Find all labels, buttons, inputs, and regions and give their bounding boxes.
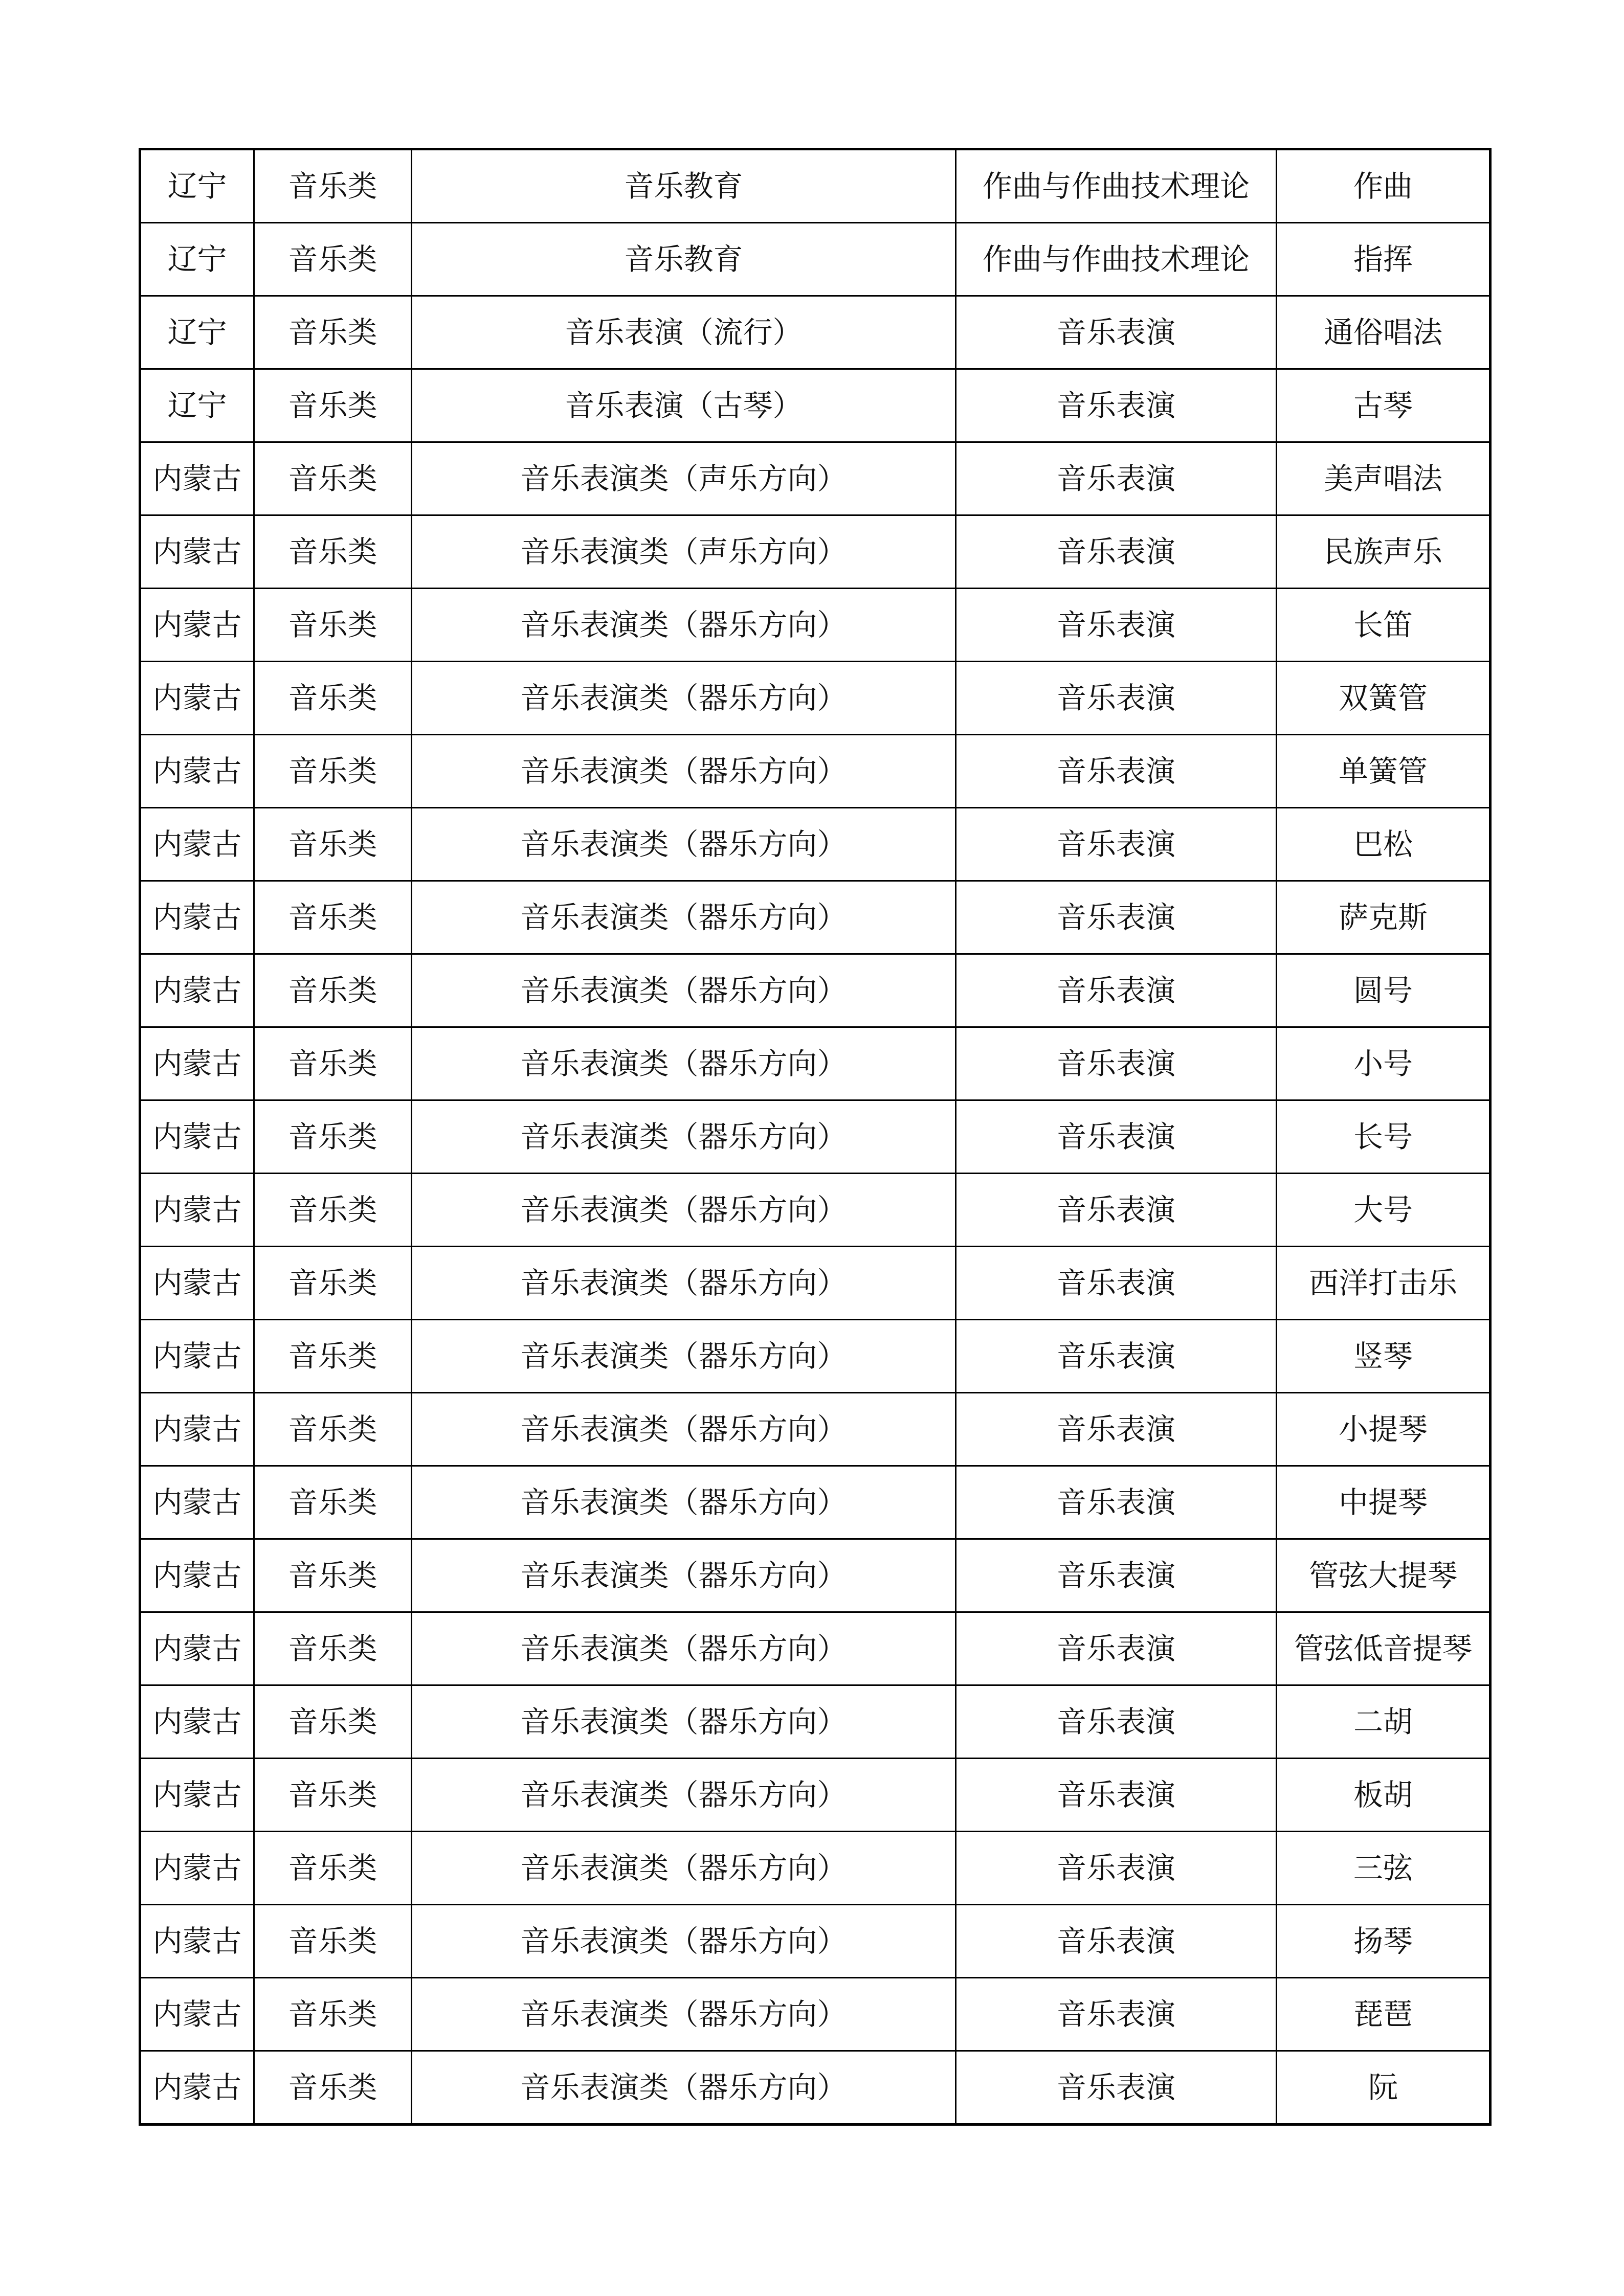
specialty-cell: 单簧管 xyxy=(1277,735,1490,808)
category-cell: 音乐类 xyxy=(254,369,412,442)
province-cell: 内蒙古 xyxy=(140,881,254,954)
province-cell: 辽宁 xyxy=(140,149,254,223)
category-cell: 音乐类 xyxy=(254,1100,412,1174)
program-cell: 音乐表演类（器乐方向） xyxy=(412,589,956,662)
major-cell: 音乐表演 xyxy=(956,1393,1277,1466)
admissions-table xyxy=(139,148,1492,2126)
province-cell: 内蒙古 xyxy=(140,1247,254,1320)
major-cell: 音乐表演 xyxy=(956,442,1277,515)
province-cell: 内蒙古 xyxy=(140,954,254,1027)
province-cell: 内蒙古 xyxy=(140,1685,254,1759)
major-cell: 音乐表演 xyxy=(956,1612,1277,1685)
program-cell: 音乐表演类（器乐方向） xyxy=(412,1466,956,1539)
major-cell: 音乐表演 xyxy=(956,1320,1277,1393)
specialty-cell: 古琴 xyxy=(1277,369,1490,442)
table-row xyxy=(140,1100,1490,1174)
program-cell: 音乐表演类（声乐方向） xyxy=(412,442,956,515)
province-cell: 辽宁 xyxy=(140,369,254,442)
specialty-cell: 琵琶 xyxy=(1277,1978,1490,2051)
table-row xyxy=(140,2051,1490,2125)
province-cell: 内蒙古 xyxy=(140,1100,254,1174)
specialty-cell: 竖琴 xyxy=(1277,1320,1490,1393)
specialty-cell: 小号 xyxy=(1277,1027,1490,1100)
specialty-cell: 美声唱法 xyxy=(1277,442,1490,515)
category-cell: 音乐类 xyxy=(254,442,412,515)
major-cell: 音乐表演 xyxy=(956,954,1277,1027)
table-row xyxy=(140,1539,1490,1612)
specialty-cell: 西洋打击乐 xyxy=(1277,1247,1490,1320)
table-row xyxy=(140,1247,1490,1320)
table-row xyxy=(140,223,1490,296)
province-cell: 内蒙古 xyxy=(140,515,254,589)
province-cell: 内蒙古 xyxy=(140,1393,254,1466)
program-cell: 音乐表演类（器乐方向） xyxy=(412,1320,956,1393)
specialty-cell: 通俗唱法 xyxy=(1277,296,1490,369)
province-cell: 内蒙古 xyxy=(140,1174,254,1247)
table-row xyxy=(140,1832,1490,1905)
specialty-cell: 指挥 xyxy=(1277,223,1490,296)
category-cell: 音乐类 xyxy=(254,1685,412,1759)
table-row xyxy=(140,808,1490,881)
category-cell: 音乐类 xyxy=(254,296,412,369)
major-cell: 作曲与作曲技术理论 xyxy=(956,223,1277,296)
specialty-cell: 管弦大提琴 xyxy=(1277,1539,1490,1612)
province-cell: 内蒙古 xyxy=(140,1539,254,1612)
table-row xyxy=(140,1612,1490,1685)
table-body xyxy=(140,149,1490,2125)
major-cell: 作曲与作曲技术理论 xyxy=(956,149,1277,223)
province-cell: 内蒙古 xyxy=(140,1612,254,1685)
program-cell: 音乐表演类（器乐方向） xyxy=(412,735,956,808)
program-cell: 音乐表演（古琴） xyxy=(412,369,956,442)
table-row xyxy=(140,1978,1490,2051)
major-cell: 音乐表演 xyxy=(956,1978,1277,2051)
specialty-cell: 萨克斯 xyxy=(1277,881,1490,954)
category-cell: 音乐类 xyxy=(254,1320,412,1393)
table-row xyxy=(140,1174,1490,1247)
category-cell: 音乐类 xyxy=(254,1393,412,1466)
category-cell: 音乐类 xyxy=(254,1027,412,1100)
category-cell: 音乐类 xyxy=(254,808,412,881)
category-cell: 音乐类 xyxy=(254,2051,412,2125)
major-cell: 音乐表演 xyxy=(956,2051,1277,2125)
program-cell: 音乐表演类（器乐方向） xyxy=(412,1027,956,1100)
major-cell: 音乐表演 xyxy=(956,662,1277,735)
specialty-cell: 长笛 xyxy=(1277,589,1490,662)
table-row xyxy=(140,735,1490,808)
table-row xyxy=(140,589,1490,662)
table-row xyxy=(140,149,1490,223)
major-cell: 音乐表演 xyxy=(956,1174,1277,1247)
category-cell: 音乐类 xyxy=(254,1612,412,1685)
table-row xyxy=(140,1393,1490,1466)
major-cell: 音乐表演 xyxy=(956,1685,1277,1759)
program-cell: 音乐表演类（声乐方向） xyxy=(412,515,956,589)
category-cell: 音乐类 xyxy=(254,589,412,662)
program-cell: 音乐表演类（器乐方向） xyxy=(412,1100,956,1174)
specialty-cell: 民族声乐 xyxy=(1277,515,1490,589)
program-cell: 音乐教育 xyxy=(412,149,956,223)
program-cell: 音乐表演类（器乐方向） xyxy=(412,2051,956,2125)
program-cell: 音乐表演类（器乐方向） xyxy=(412,1539,956,1612)
category-cell: 音乐类 xyxy=(254,954,412,1027)
category-cell: 音乐类 xyxy=(254,1759,412,1832)
category-cell: 音乐类 xyxy=(254,515,412,589)
province-cell: 辽宁 xyxy=(140,223,254,296)
category-cell: 音乐类 xyxy=(254,1466,412,1539)
specialty-cell: 圆号 xyxy=(1277,954,1490,1027)
table-row xyxy=(140,296,1490,369)
province-cell: 内蒙古 xyxy=(140,2051,254,2125)
specialty-cell: 双簧管 xyxy=(1277,662,1490,735)
specialty-cell: 小提琴 xyxy=(1277,1393,1490,1466)
table-row xyxy=(140,1759,1490,1832)
province-cell: 内蒙古 xyxy=(140,808,254,881)
major-cell: 音乐表演 xyxy=(956,296,1277,369)
program-cell: 音乐表演类（器乐方向） xyxy=(412,1832,956,1905)
specialty-cell: 三弦 xyxy=(1277,1832,1490,1905)
table-row xyxy=(140,954,1490,1027)
province-cell: 内蒙古 xyxy=(140,589,254,662)
program-cell: 音乐表演类（器乐方向） xyxy=(412,1759,956,1832)
province-cell: 内蒙古 xyxy=(140,1978,254,2051)
table-row xyxy=(140,1685,1490,1759)
province-cell: 内蒙古 xyxy=(140,1027,254,1100)
province-cell: 内蒙古 xyxy=(140,1832,254,1905)
table-row xyxy=(140,515,1490,589)
program-cell: 音乐表演类（器乐方向） xyxy=(412,1393,956,1466)
major-cell: 音乐表演 xyxy=(956,1100,1277,1174)
program-cell: 音乐表演类（器乐方向） xyxy=(412,1978,956,2051)
major-cell: 音乐表演 xyxy=(956,808,1277,881)
specialty-cell: 大号 xyxy=(1277,1174,1490,1247)
major-cell: 音乐表演 xyxy=(956,735,1277,808)
major-cell: 音乐表演 xyxy=(956,1027,1277,1100)
table-row xyxy=(140,442,1490,515)
specialty-cell: 作曲 xyxy=(1277,149,1490,223)
major-cell: 音乐表演 xyxy=(956,1759,1277,1832)
program-cell: 音乐表演（流行） xyxy=(412,296,956,369)
category-cell: 音乐类 xyxy=(254,1174,412,1247)
category-cell: 音乐类 xyxy=(254,662,412,735)
major-cell: 音乐表演 xyxy=(956,369,1277,442)
specialty-cell: 长号 xyxy=(1277,1100,1490,1174)
province-cell: 内蒙古 xyxy=(140,662,254,735)
table-row xyxy=(140,369,1490,442)
category-cell: 音乐类 xyxy=(254,1905,412,1978)
category-cell: 音乐类 xyxy=(254,735,412,808)
major-cell: 音乐表演 xyxy=(956,1539,1277,1612)
table-row xyxy=(140,1320,1490,1393)
major-cell: 音乐表演 xyxy=(956,881,1277,954)
specialty-cell: 阮 xyxy=(1277,2051,1490,2125)
specialty-cell: 二胡 xyxy=(1277,1685,1490,1759)
specialty-cell: 扬琴 xyxy=(1277,1905,1490,1978)
program-cell: 音乐表演类（器乐方向） xyxy=(412,954,956,1027)
province-cell: 内蒙古 xyxy=(140,1466,254,1539)
category-cell: 音乐类 xyxy=(254,149,412,223)
major-cell: 音乐表演 xyxy=(956,1247,1277,1320)
category-cell: 音乐类 xyxy=(254,1539,412,1612)
program-cell: 音乐表演类（器乐方向） xyxy=(412,808,956,881)
category-cell: 音乐类 xyxy=(254,881,412,954)
program-cell: 音乐表演类（器乐方向） xyxy=(412,1174,956,1247)
specialty-cell: 中提琴 xyxy=(1277,1466,1490,1539)
province-cell: 内蒙古 xyxy=(140,1905,254,1978)
program-cell: 音乐表演类（器乐方向） xyxy=(412,662,956,735)
specialty-cell: 管弦低音提琴 xyxy=(1277,1612,1490,1685)
province-cell: 内蒙古 xyxy=(140,735,254,808)
table-row xyxy=(140,881,1490,954)
specialty-cell: 巴松 xyxy=(1277,808,1490,881)
province-cell: 内蒙古 xyxy=(140,1320,254,1393)
major-cell: 音乐表演 xyxy=(956,1832,1277,1905)
specialty-cell: 板胡 xyxy=(1277,1759,1490,1832)
program-cell: 音乐表演类（器乐方向） xyxy=(412,1685,956,1759)
program-cell: 音乐表演类（器乐方向） xyxy=(412,881,956,954)
category-cell: 音乐类 xyxy=(254,1832,412,1905)
major-cell: 音乐表演 xyxy=(956,1905,1277,1978)
table-row xyxy=(140,1466,1490,1539)
major-cell: 音乐表演 xyxy=(956,589,1277,662)
province-cell: 内蒙古 xyxy=(140,442,254,515)
major-cell: 音乐表演 xyxy=(956,1466,1277,1539)
program-cell: 音乐表演类（器乐方向） xyxy=(412,1905,956,1978)
table-row xyxy=(140,662,1490,735)
program-cell: 音乐教育 xyxy=(412,223,956,296)
province-cell: 内蒙古 xyxy=(140,1759,254,1832)
table-row xyxy=(140,1905,1490,1978)
category-cell: 音乐类 xyxy=(254,1978,412,2051)
major-cell: 音乐表演 xyxy=(956,515,1277,589)
category-cell: 音乐类 xyxy=(254,1247,412,1320)
province-cell: 辽宁 xyxy=(140,296,254,369)
category-cell: 音乐类 xyxy=(254,223,412,296)
program-cell: 音乐表演类（器乐方向） xyxy=(412,1612,956,1685)
table-row xyxy=(140,1027,1490,1100)
program-cell: 音乐表演类（器乐方向） xyxy=(412,1247,956,1320)
